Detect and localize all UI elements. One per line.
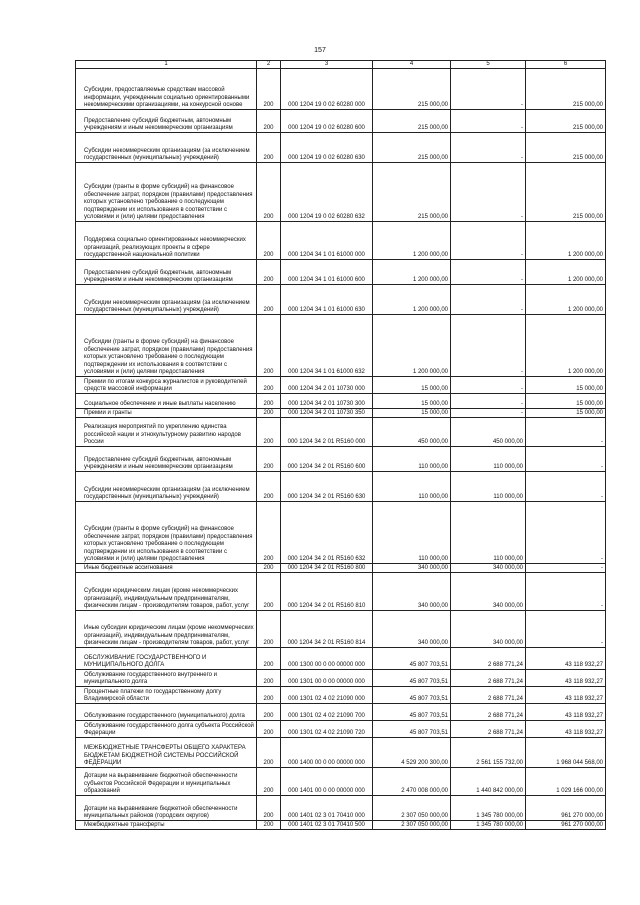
row-admin-code-cell: 200 <box>257 418 281 447</box>
row-name-text: МЕЖБЮДЖЕТНЫЕ ТРАНСФЕРТЫ ОБЩЕГО ХАРАКТЕРА БЮДЖЕТАМ БЮДЖЕТНОЙ СИСТЕМЫ РОССИЙСКОЙ ФЕДЕРАЦИИ <box>84 745 246 766</box>
table-row <box>76 687 606 704</box>
table-row <box>76 648 606 670</box>
row-budget-code-cell: 000 1204 34 2 01 R5160 630 <box>281 472 373 502</box>
row-value-col6-cell: 15 000,00 <box>526 377 606 394</box>
row-name-cell <box>76 110 257 133</box>
row-budget-code-cell: 000 1204 34 1 01 61000 600 <box>281 260 373 285</box>
row-name-text: Субсидии некоммерческим организациям (за исключением государственных (муниципальных) учреждений) <box>84 147 250 161</box>
table-row <box>76 670 606 687</box>
row-value-col6-cell: 43 118 932,27 <box>526 670 606 687</box>
row-value-col4-cell: 215 000,00 <box>373 110 451 133</box>
row-value-col5-cell: 2 688 771,24 <box>451 648 526 670</box>
row-value-col6-cell: 1 200 000,00 <box>526 222 606 260</box>
table-row <box>76 564 606 573</box>
row-value-col6-cell: - <box>526 564 606 573</box>
table-row <box>76 285 606 315</box>
table-row <box>76 409 606 418</box>
row-admin-code-cell: 200 <box>257 573 281 611</box>
row-value-col4-cell: 215 000,00 <box>373 163 451 222</box>
row-value-col4-cell: 340 000,00 <box>373 573 451 611</box>
row-name-cell <box>76 315 257 377</box>
row-value-col6-cell: 1 200 000,00 <box>526 260 606 285</box>
row-budget-code-cell: 000 1400 00 0 00 00000 000 <box>281 738 373 768</box>
row-budget-code-cell: 000 1204 34 2 01 R5160 000 <box>281 418 373 447</box>
row-budget-code-cell: 000 1204 34 1 01 61000 632 <box>281 315 373 377</box>
row-value-col6-cell: 15 000,00 <box>526 409 606 418</box>
row-name-cell <box>76 418 257 447</box>
row-value-col4-cell: 15 000,00 <box>373 409 451 418</box>
row-name-cell <box>76 573 257 611</box>
row-name-text: Дотации на выравнивание бюджетной обеспеченности субъектов Российской Федерации и муниципальных образований <box>84 773 238 794</box>
row-name-cell <box>76 285 257 315</box>
row-name-text: Предоставление субсидий бюджетным, автономным учреждениям и иным некоммерческим организациям <box>84 456 233 470</box>
row-value-col5-cell: 2 688 771,24 <box>451 687 526 704</box>
row-admin-code-cell: 200 <box>257 163 281 222</box>
row-value-col5-cell: 1 345 780 000,00 <box>451 821 526 830</box>
row-value-col5-cell: - <box>451 222 526 260</box>
row-admin-code-cell: 200 <box>257 394 281 409</box>
row-value-col6-cell: - <box>526 573 606 611</box>
row-admin-code-cell: 200 <box>257 502 281 564</box>
row-admin-code-cell: 200 <box>257 687 281 704</box>
row-budget-code-cell: 000 1204 34 2 01 10730 350 <box>281 409 373 418</box>
table-body <box>76 69 606 830</box>
row-name-text: Обслуживание государственного долга субъекта Российской Федерации <box>84 722 254 736</box>
row-budget-code-cell: 000 1204 34 2 01 10730 000 <box>281 377 373 394</box>
row-admin-code-cell: 200 <box>257 796 281 821</box>
row-name-text: Субсидии (гранты в форме субсидий) на финансовое обеспечение затрат, порядком (правилами) предоставления которых установлено требование о последующем подтверждении их использования в соответствии с условиями и (или) целями предоставления <box>84 184 253 220</box>
row-name-text: ОБСЛУЖИВАНИЕ ГОСУДАРСТВЕННОГО И МУНИЦИПАЛЬНОГО ДОЛГА <box>84 654 207 668</box>
table-row <box>76 69 606 110</box>
row-name-text: Иные бюджетные ассигнования <box>84 565 173 571</box>
row-admin-code-cell: 200 <box>257 315 281 377</box>
row-value-col6-cell: 215 000,00 <box>526 133 606 163</box>
row-budget-code-cell: 000 1300 00 0 00 00000 000 <box>281 648 373 670</box>
row-name-cell <box>76 821 257 830</box>
row-value-col4-cell: 1 200 000,00 <box>373 315 451 377</box>
row-value-col6-cell: 43 118 932,27 <box>526 721 606 738</box>
row-value-col5-cell: - <box>451 110 526 133</box>
row-name-text: Иные субсидии юридическим лицам (кроме некоммерческих организаций), индивидуальным предпринимателям, физическим лицам - производителям товаров, работ, услуг <box>84 625 254 646</box>
row-name-cell <box>76 133 257 163</box>
row-name-cell <box>76 260 257 285</box>
row-budget-code-cell: 000 1204 34 2 01 R5160 814 <box>281 611 373 648</box>
row-value-col5-cell: - <box>451 285 526 315</box>
row-value-col4-cell: 450 000,00 <box>373 418 451 447</box>
row-name-text: Предоставление субсидий бюджетным, автономным учреждениям и иным некоммерческим организациям <box>84 117 233 131</box>
table-row <box>76 768 606 796</box>
row-value-col5-cell: - <box>451 260 526 285</box>
table-row <box>76 704 606 721</box>
row-name-text: Межбюджетные трансферты <box>84 822 165 828</box>
row-name-text: Поддержка социально ориентированных некоммерческих организаций, реализующих проекты в сфере государственной национальной политики <box>84 237 246 258</box>
table-row <box>76 721 606 738</box>
row-name-text: Субсидии некоммерческим организациям (за исключением государственных (муниципальных) учреждений) <box>84 299 250 313</box>
row-value-col6-cell: 961 270 000,00 <box>526 796 606 821</box>
row-value-col6-cell: - <box>526 611 606 648</box>
page-number: 157 <box>314 47 326 54</box>
column-header-6: 6 <box>526 61 606 69</box>
row-admin-code-cell: 200 <box>257 670 281 687</box>
row-admin-code-cell: 200 <box>257 447 281 472</box>
row-budget-code-cell: 000 1401 02 3 01 70410 500 <box>281 821 373 830</box>
row-name-cell <box>76 648 257 670</box>
table-row <box>76 573 606 611</box>
row-name-cell <box>76 670 257 687</box>
row-admin-code-cell: 200 <box>257 768 281 796</box>
table-row <box>76 738 606 768</box>
row-name-text: Субсидии некоммерческим организациям (за исключением государственных (муниципальных) учреждений) <box>84 486 250 500</box>
row-value-col5-cell: 2 688 771,24 <box>451 704 526 721</box>
table-row <box>76 260 606 285</box>
row-value-col6-cell: 1 200 000,00 <box>526 285 606 315</box>
row-value-col4-cell: 1 200 000,00 <box>373 285 451 315</box>
row-value-col5-cell: - <box>451 377 526 394</box>
row-value-col5-cell: 450 000,00 <box>451 418 526 447</box>
column-header-1: 1 <box>76 61 257 69</box>
row-value-col4-cell: 15 000,00 <box>373 394 451 409</box>
row-value-col5-cell: 2 688 771,24 <box>451 670 526 687</box>
row-value-col6-cell: 43 118 932,27 <box>526 704 606 721</box>
row-budget-code-cell: 000 1301 02 4 02 21090 700 <box>281 704 373 721</box>
row-value-col4-cell: 4 529 200 300,00 <box>373 738 451 768</box>
row-value-col5-cell: 340 000,00 <box>451 564 526 573</box>
row-name-cell <box>76 564 257 573</box>
row-name-cell <box>76 721 257 738</box>
table-row <box>76 447 606 472</box>
row-admin-code-cell: 200 <box>257 564 281 573</box>
row-value-col5-cell: - <box>451 163 526 222</box>
row-admin-code-cell: 200 <box>257 738 281 768</box>
table-row <box>76 222 606 260</box>
row-value-col5-cell: - <box>451 69 526 110</box>
row-name-cell <box>76 704 257 721</box>
row-budget-code-cell: 000 1204 34 1 01 61000 630 <box>281 285 373 315</box>
row-budget-code-cell: 000 1204 19 0 02 60280 600 <box>281 110 373 133</box>
table-row <box>76 110 606 133</box>
row-value-col6-cell: 215 000,00 <box>526 110 606 133</box>
row-value-col6-cell: - <box>526 472 606 502</box>
row-admin-code-cell: 200 <box>257 721 281 738</box>
row-value-col4-cell: 215 000,00 <box>373 133 451 163</box>
row-value-col5-cell: 340 000,00 <box>451 573 526 611</box>
row-name-text: Обслуживание государственного внутреннего и муниципального долга <box>84 671 217 685</box>
row-admin-code-cell: 200 <box>257 110 281 133</box>
row-name-cell <box>76 409 257 418</box>
column-header-2: 2 <box>257 61 281 69</box>
row-value-col5-cell: 110 000,00 <box>451 472 526 502</box>
row-name-text: Субсидии (гранты в форме субсидий) на финансовое обеспечение затрат, порядком (правилами) предоставления которых установлено требование о последующем подтверждении их использования в соответствии с условиями и (или) целями предоставления <box>84 526 253 562</box>
row-name-text: Премии по итогам конкурса журналистов и руководителей средств массовой информации <box>84 378 247 392</box>
table-row <box>76 611 606 648</box>
row-admin-code-cell: 200 <box>257 611 281 648</box>
row-budget-code-cell: 000 1204 34 1 01 61000 000 <box>281 222 373 260</box>
row-name-text: Субсидии (гранты в форме субсидий) на финансовое обеспечение затрат, порядком (правилами) предоставления которых установлено требование о последующем подтверждении их использования в соответствии с условиями и (или) целями предоставления <box>84 339 253 375</box>
row-value-col4-cell: 1 200 000,00 <box>373 260 451 285</box>
row-budget-code-cell: 000 1204 34 2 01 10730 300 <box>281 394 373 409</box>
row-value-col5-cell: - <box>451 133 526 163</box>
row-value-col6-cell: 15 000,00 <box>526 394 606 409</box>
table-row <box>76 163 606 222</box>
table-row <box>76 394 606 409</box>
row-budget-code-cell: 000 1204 34 2 01 R5160 810 <box>281 573 373 611</box>
row-value-col5-cell: 340 000,00 <box>451 611 526 648</box>
row-budget-code-cell: 000 1401 00 0 00 00000 000 <box>281 768 373 796</box>
row-value-col4-cell: 215 000,00 <box>373 69 451 110</box>
row-value-col6-cell: - <box>526 447 606 472</box>
row-value-col4-cell: 2 307 050 000,00 <box>373 796 451 821</box>
row-admin-code-cell: 200 <box>257 472 281 502</box>
row-name-cell <box>76 447 257 472</box>
row-admin-code-cell: 200 <box>257 704 281 721</box>
row-value-col6-cell: 1 968 044 568,00 <box>526 738 606 768</box>
row-value-col5-cell: - <box>451 394 526 409</box>
row-budget-code-cell: 000 1204 34 2 01 R5160 632 <box>281 502 373 564</box>
row-value-col6-cell: - <box>526 502 606 564</box>
table-row <box>76 418 606 447</box>
row-value-col4-cell: 340 000,00 <box>373 564 451 573</box>
row-value-col6-cell: - <box>526 418 606 447</box>
row-name-text: Процентные платежи по государственному долгу Владимирской области <box>84 688 222 702</box>
row-name-cell <box>76 738 257 768</box>
row-value-col5-cell: - <box>451 315 526 377</box>
row-budget-code-cell: 000 1204 34 2 01 R5160 600 <box>281 447 373 472</box>
row-value-col6-cell: 43 118 932,27 <box>526 648 606 670</box>
row-budget-code-cell: 000 1204 19 0 02 60280 632 <box>281 163 373 222</box>
row-name-text: Предоставление субсидий бюджетным, автономным учреждениям и иным некоммерческим организациям <box>84 269 233 283</box>
row-budget-code-cell: 000 1204 19 0 02 60280 000 <box>281 69 373 110</box>
row-value-col4-cell: 340 000,00 <box>373 611 451 648</box>
table-row <box>76 377 606 394</box>
row-value-col6-cell: 215 000,00 <box>526 69 606 110</box>
column-header-5: 5 <box>451 61 526 69</box>
row-value-col4-cell: 1 200 000,00 <box>373 222 451 260</box>
header-row <box>76 61 606 69</box>
row-value-col4-cell: 45 807 703,51 <box>373 648 451 670</box>
row-value-col4-cell: 110 000,00 <box>373 472 451 502</box>
row-name-text: Реализация мероприятий по укреплению единства российской нации и этнокультурному развитию народов России <box>84 424 241 445</box>
row-value-col5-cell: 1 345 780 000,00 <box>451 796 526 821</box>
column-header-3: 3 <box>281 61 373 69</box>
row-admin-code-cell: 200 <box>257 409 281 418</box>
row-budget-code-cell: 000 1301 00 0 00 00000 000 <box>281 670 373 687</box>
row-name-cell <box>76 687 257 704</box>
row-value-col5-cell: 1 440 842 000,00 <box>451 768 526 796</box>
row-value-col6-cell: 215 000,00 <box>526 163 606 222</box>
row-value-col4-cell: 15 000,00 <box>373 377 451 394</box>
row-admin-code-cell: 200 <box>257 69 281 110</box>
row-value-col4-cell: 45 807 703,51 <box>373 670 451 687</box>
row-admin-code-cell: 200 <box>257 285 281 315</box>
row-name-cell <box>76 472 257 502</box>
row-admin-code-cell: 200 <box>257 133 281 163</box>
row-name-text: Обслуживание государственного (муниципального) долга <box>84 713 245 719</box>
row-name-cell <box>76 611 257 648</box>
row-admin-code-cell: 200 <box>257 821 281 830</box>
row-value-col6-cell: 961 270 000,00 <box>526 821 606 830</box>
row-name-cell <box>76 69 257 110</box>
row-budget-code-cell: 000 1301 02 4 02 21090 000 <box>281 687 373 704</box>
budget-table <box>75 60 606 830</box>
table-row <box>76 315 606 377</box>
row-name-text: Социальное обеспечение и иные выплаты населению <box>84 401 236 407</box>
row-admin-code-cell: 200 <box>257 648 281 670</box>
row-value-col5-cell: 110 000,00 <box>451 502 526 564</box>
row-value-col4-cell: 2 470 008 000,00 <box>373 768 451 796</box>
row-value-col6-cell: 1 029 166 000,00 <box>526 768 606 796</box>
row-name-text: Субсидии юридическим лицам (кроме некоммерческих организаций), индивидуальным предпринимателям, физическим лицам - производителям товаров, работ, услуг <box>84 588 250 609</box>
row-admin-code-cell: 200 <box>257 260 281 285</box>
row-admin-code-cell: 200 <box>257 377 281 394</box>
row-name-cell <box>76 377 257 394</box>
column-header-4: 4 <box>373 61 451 69</box>
row-value-col5-cell: - <box>451 409 526 418</box>
row-budget-code-cell: 000 1301 02 4 02 21090 720 <box>281 721 373 738</box>
row-value-col5-cell: 2 688 771,24 <box>451 721 526 738</box>
table-row <box>76 472 606 502</box>
row-name-text: Субсидии, предоставляемые средствам массовой информации, учрежденным социально ориентированными некоммерческими организациями, на конкурсной основе <box>84 87 250 108</box>
row-value-col4-cell: 45 807 703,51 <box>373 687 451 704</box>
row-name-cell <box>76 768 257 796</box>
row-value-col4-cell: 110 000,00 <box>373 447 451 472</box>
row-value-col4-cell: 45 807 703,51 <box>373 704 451 721</box>
row-value-col6-cell: 1 200 000,00 <box>526 315 606 377</box>
row-name-text: Премии и гранты <box>84 410 132 416</box>
row-name-cell <box>76 222 257 260</box>
row-budget-code-cell: 000 1204 34 2 01 R5160 800 <box>281 564 373 573</box>
row-value-col4-cell: 45 807 703,51 <box>373 721 451 738</box>
row-name-cell <box>76 502 257 564</box>
row-name-cell <box>76 394 257 409</box>
row-admin-code-cell: 200 <box>257 222 281 260</box>
row-value-col4-cell: 110 000,00 <box>373 502 451 564</box>
row-budget-code-cell: 000 1204 19 0 02 60280 630 <box>281 133 373 163</box>
row-budget-code-cell: 000 1401 02 3 01 70410 000 <box>281 796 373 821</box>
table-row <box>76 796 606 821</box>
table-row <box>76 821 606 830</box>
row-value-col5-cell: 2 561 155 732,00 <box>451 738 526 768</box>
row-name-cell <box>76 796 257 821</box>
row-value-col6-cell: 43 118 932,27 <box>526 687 606 704</box>
row-name-text: Дотации на выравнивание бюджетной обеспеченности муниципальных районов (городских округов) <box>84 805 238 819</box>
row-value-col4-cell: 2 307 050 000,00 <box>373 821 451 830</box>
table-row <box>76 502 606 564</box>
row-name-cell <box>76 163 257 222</box>
row-value-col5-cell: 110 000,00 <box>451 447 526 472</box>
table-row <box>76 133 606 163</box>
